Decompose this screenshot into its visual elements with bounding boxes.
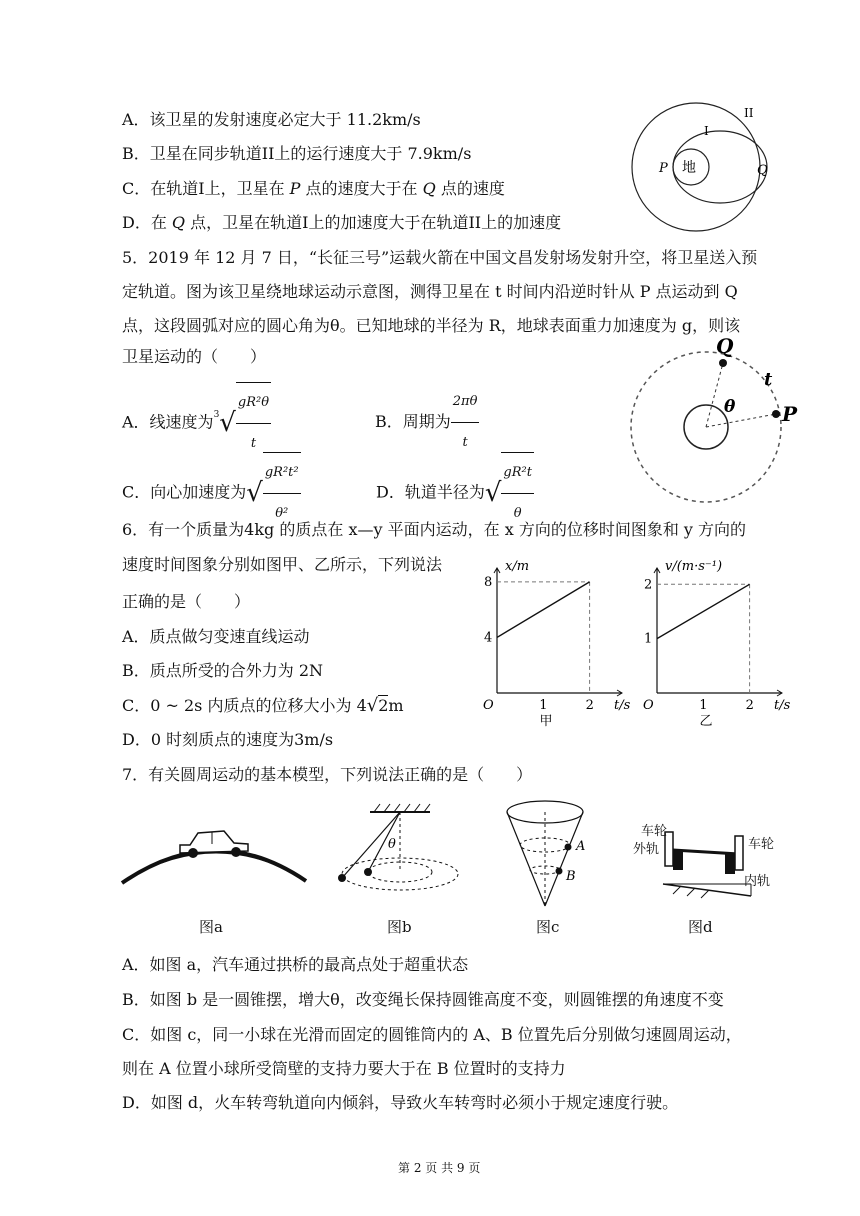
origin-label: O (483, 698, 494, 713)
figure-b-conical-pendulum (330, 800, 470, 910)
q5-line-1: 5．2019 年 12 月 7 日，“长征三号”运载火箭在中国文昌发射场发射升空，将卫星送入预 (122, 248, 758, 267)
point-p-label: P (659, 161, 668, 176)
figure-a-caption: 图a (199, 918, 223, 936)
x-tick-label: 2 (745, 698, 754, 713)
radius-q (706, 363, 723, 427)
series-line (657, 584, 750, 638)
q5-line-4: 卫星运动的（ ） (122, 347, 267, 366)
origin-label: O (643, 698, 654, 713)
q7-option-a: A．如图 a，汽车通过拱桥的最高点处于超重状态 (122, 955, 469, 974)
q-label: Q (716, 335, 734, 358)
theta-label: θ (388, 837, 396, 852)
page-footer: 第 2 页 共 9 页 (398, 1161, 481, 1175)
y-axis-label: x/m (505, 559, 530, 574)
q6-line-2: 速度时间图象分别如图甲、乙所示，下列说法 (122, 555, 443, 574)
satellite-p (772, 410, 780, 418)
x-tick-label: 2 (585, 698, 594, 713)
bob-1 (338, 874, 346, 882)
orbit-figure (624, 90, 784, 240)
y-tick-label: 4 (484, 630, 493, 646)
series-line (497, 582, 590, 638)
q7-option-d: D．如图 d，火车转弯轨道向内倾斜，导致火车转弯时必须小于规定速度行驶。 (122, 1093, 679, 1112)
x-tick-label: 1 (539, 698, 548, 713)
chart-title: 乙 (699, 714, 713, 728)
chart-yi (632, 553, 792, 728)
satellite-q (719, 359, 727, 367)
car-icon (180, 831, 248, 858)
x-axis-label: t/s (614, 698, 631, 713)
q5-option-c: C．向心加速度为√ $\frac{\text{gR²t²}}{\text{θ²}}$ (122, 452, 301, 496)
chart-title: 甲 (539, 714, 553, 728)
label-outer-rail: 外轨 (633, 842, 660, 857)
q7-option-c-line-2: 则在 A 位置小球所受筒壁的支持力要大于在 B 位置时的支持力 (122, 1059, 566, 1078)
orbit-ii-label: II (744, 106, 754, 120)
p-label: P (782, 402, 798, 426)
q7-option-c-line-1: C．如图 c，同一小球在光滑而固定的圆锥筒内的 A、B 位置先后分别做匀速圆周运动， (122, 1025, 742, 1044)
satellite-figure (630, 335, 805, 510)
ball-a (565, 844, 572, 851)
point-a-label: A (576, 839, 586, 854)
q7-stem: 7．有关圆周运动的基本模型，下列说法正确的是（ ） (122, 765, 533, 784)
q4-option-a: A．该卫星的发射速度必定大于 11.2km/s (122, 110, 421, 129)
label-wheel-1: 车轮 (641, 824, 668, 839)
q4-option-d: D．在 Q 点，卫星在轨道I上的加速度大于在轨道II上的加速度 (122, 213, 562, 232)
rail-inner (725, 854, 735, 874)
figure-c-cone (500, 798, 600, 913)
q6-option-a: A．质点做匀变速直线运动 (122, 627, 310, 646)
ball-b (556, 868, 563, 875)
label-inner-rail: 内轨 (744, 874, 771, 889)
y-tick-label: 8 (484, 574, 493, 590)
point-q-label: Q (757, 163, 768, 178)
orbit-ii (632, 103, 760, 231)
q6-line-3: 正确的是（ ） (122, 592, 251, 611)
q7-option-b: B．如图 b 是一圆锥摆，增大θ，改变绳长保持圆锥高度不变，则圆锥摆的角速度不变 (122, 990, 724, 1009)
label-wheel-2: 车轮 (748, 837, 775, 852)
q5-line-3: 点，这段圆弧对应的圆心角为θ。已知地球的半径为 R，地球表面重力加速度为 g，则该 (122, 316, 741, 335)
figure-c-caption: 图c (536, 918, 560, 936)
bob-2 (364, 868, 372, 876)
q5-option-b: B．周期为 $\frac{2\pi\theta}{t}$ (375, 382, 479, 426)
chart-jia (472, 553, 632, 728)
q6-option-c: C．0 ~ 2s 内质点的位移大小为 4√2m (122, 695, 404, 716)
theta-label: θ (724, 397, 736, 417)
q5-option-d: D．轨道半径为√ $\frac{\text{gR²t}}{\theta}$ (376, 452, 534, 496)
q5-option-a: A．线速度为$^3$√ $\frac{\text{gR²θ}}{t}$ (122, 382, 271, 426)
rail-outer (673, 850, 683, 870)
figure-d-caption: 图d (688, 918, 713, 936)
q4-option-b: B．卫星在同步轨道II上的运行速度大于 7.9km/s (122, 144, 472, 163)
point-b-label: B (566, 869, 576, 884)
x-tick-label: 1 (699, 698, 708, 713)
q6-line-1: 6．有一个质量为4kg 的质点在 x—y 平面内运动，在 x 方向的位移时间图象和 y 方向的 (122, 520, 747, 539)
y-axis-label: v/(m·s⁻¹) (665, 559, 723, 574)
q4-option-c: C．在轨道I上，卫星在 P 点的速度大于在 Q 点的速度 (122, 179, 505, 198)
figure-a-bridge (120, 815, 310, 905)
q5-line-2: 定轨道。图为该卫星绕地球运动示意图，测得卫星在 t 时间内沿逆时针从 P 点运动到 Q (122, 282, 738, 301)
y-tick-label: 2 (644, 577, 653, 593)
t-label: t (764, 369, 773, 390)
figure-b-caption: 图b (387, 918, 412, 936)
q6-option-b: B．质点所受的合外力为 2N (122, 661, 324, 680)
wheel-inner (735, 836, 743, 870)
radius-p (706, 414, 776, 427)
q6-option-d: D．0 时刻质点的速度为3m/s (122, 730, 334, 749)
earth-label: 地 (682, 160, 696, 176)
x-axis-label: t/s (774, 698, 791, 713)
orbit-i-label: I (704, 124, 709, 138)
y-tick-label: 1 (644, 631, 653, 647)
